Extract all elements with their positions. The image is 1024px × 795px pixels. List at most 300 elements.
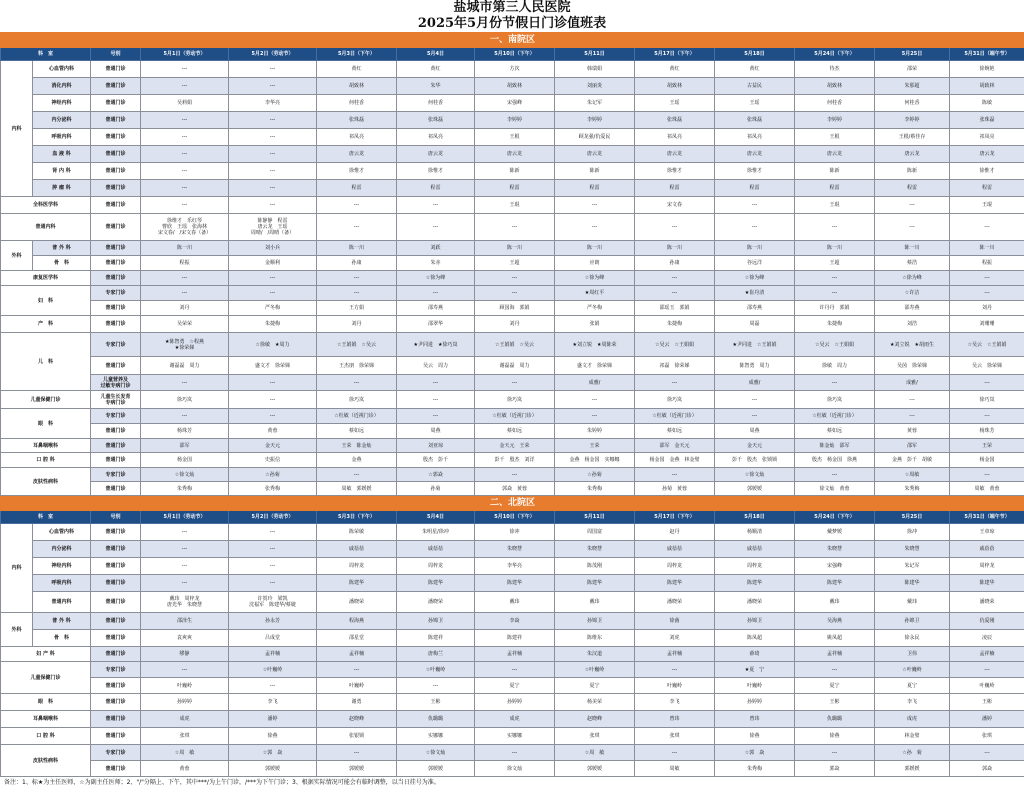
duty-cell: ---: [875, 197, 950, 214]
duty-cell: 朱捷梅: [229, 316, 317, 333]
duty-cell: 仇爱刚: [950, 613, 1024, 630]
schedule-row: [1, 214, 1024, 241]
duty-cell: ---: [875, 391, 950, 409]
schedule-row: [1, 286, 1024, 301]
duty-cell: 黄红: [715, 61, 795, 78]
duty-cell: ☆吴云 ☆王娟娟: [950, 333, 1024, 357]
duty-cell: ---: [635, 271, 715, 286]
duty-cell: 朱记军: [875, 558, 950, 575]
schedule-row: [1, 271, 1024, 286]
category-cell: 眼 科: [1, 694, 91, 711]
duty-cell: 孟祥楠: [229, 647, 317, 662]
header-date: 5月3日（下午）: [317, 511, 397, 524]
duty-cell: 严冬梅: [229, 301, 317, 316]
schedule-row: [1, 711, 1024, 728]
duty-cell: ---: [141, 197, 229, 214]
clinic-type: 普通门诊: [91, 694, 141, 711]
duty-cell: 孙康: [317, 256, 397, 271]
department-cell: 神经内科: [33, 558, 91, 575]
department-cell: 普 外 科: [33, 241, 91, 256]
duty-cell: 实娜娜: [475, 728, 555, 745]
schedule-row: [1, 482, 1024, 496]
duty-cell: ☆杜敏（近视门诊）: [795, 409, 875, 424]
duty-cell: 陈建华: [397, 575, 475, 592]
duty-cell: 陈一川: [475, 241, 555, 256]
department-cell: 骨 科: [33, 256, 91, 271]
duty-cell: 程雷: [475, 180, 555, 197]
duty-cell: 徐惟才: [317, 163, 397, 180]
duty-cell: 孙锦卫: [555, 613, 635, 630]
duty-cell: 陈建华: [950, 575, 1024, 592]
clinic-type: 普通门诊: [91, 301, 141, 316]
duty-cell: 陈一川: [715, 241, 795, 256]
clinic-type: 专家门诊: [91, 468, 141, 482]
duty-cell: 周燕: [715, 424, 795, 439]
duty-cell: 杨顺清: [715, 524, 795, 541]
duty-cell: 徐婉艳: [950, 61, 1024, 78]
category-cell: 儿童保健门诊: [1, 391, 91, 409]
duty-cell: 刘跃: [397, 241, 475, 256]
duty-cell: 徐冲: [875, 524, 950, 541]
duty-cell: 唐云龙: [397, 146, 475, 163]
duty-cell: 陈荣敏: [317, 524, 397, 541]
duty-cell: ---: [141, 575, 229, 592]
duty-cell: ---: [141, 375, 229, 391]
duty-cell: ☆叶巍岭: [397, 662, 475, 678]
duty-cell: ---: [795, 745, 875, 761]
schedule-row: [1, 647, 1024, 662]
duty-cell: 胡致林: [475, 78, 555, 95]
header-date: 5月17日（下午）: [635, 511, 715, 524]
duty-cell: ---: [715, 197, 795, 214]
duty-cell: 徐巧岚: [795, 391, 875, 409]
duty-cell: ---: [475, 286, 555, 301]
duty-cell: ---: [229, 678, 317, 694]
duty-cell: 胡致林: [635, 78, 715, 95]
duty-cell: 陈一川: [635, 241, 715, 256]
schedule-row: [1, 146, 1024, 163]
duty-cell: ---: [141, 558, 229, 575]
duty-cell: 成虎: [141, 711, 229, 728]
duty-cell: 陈新: [555, 163, 635, 180]
duty-cell: 陈凤超: [715, 630, 795, 647]
header-date: 5月25日: [875, 511, 950, 524]
duty-cell: ★尹同进 ☆王娟娟: [715, 333, 795, 357]
duty-cell: ---: [950, 271, 1024, 286]
schedule-row: [1, 180, 1024, 197]
duty-cell: 朱捷梅: [795, 316, 875, 333]
duty-cell: ☆徐为峰: [555, 271, 635, 286]
duty-cell: 戴梦媛: [795, 524, 875, 541]
duty-cell: ☆孙菊: [555, 468, 635, 482]
duty-cell: 刘丹: [950, 301, 1024, 316]
duty-cell: 实娜娜: [397, 728, 475, 745]
duty-cell: 潘晓荣: [715, 592, 795, 613]
category-cell: 康复医学科: [1, 271, 91, 286]
duty-cell: ☆杜敏（近视门诊）: [475, 409, 555, 424]
duty-cell: ---: [635, 745, 715, 761]
duty-cell: 徐冲: [475, 524, 555, 541]
duty-cell: 孟祥楠: [317, 647, 397, 662]
duty-cell: 徐文灿: [475, 761, 555, 777]
duty-cell: ☆徐文灿: [715, 468, 795, 482]
duty-cell: 待杰: [795, 61, 875, 78]
duty-cell: 孙婷婷: [141, 694, 229, 711]
header-date: 5月25日: [875, 48, 950, 61]
department-cell: 神经内科: [33, 95, 91, 112]
duty-cell: 李婷婷: [875, 112, 950, 129]
duty-cell: 古益民: [715, 78, 795, 95]
duty-cell: 谢磊磊 周力: [475, 357, 555, 375]
duty-cell: 吴云 徐荣娣: [950, 357, 1024, 375]
duty-cell: 仇璐璐: [397, 711, 475, 728]
duty-cell: 何桂香: [875, 95, 950, 112]
duty-cell: 许贺玲 梁凯 沈福军 陈建华/蔡婕: [229, 592, 317, 613]
duty-cell: 徐巧岚: [950, 391, 1024, 409]
duty-cell: 张珠磊: [950, 112, 1024, 129]
duty-cell: 张珠磊: [715, 112, 795, 129]
duty-cell: ☆周 敏: [555, 745, 635, 761]
duty-cell: 戚蓓蓓: [715, 541, 795, 558]
schedule-row: [1, 592, 1024, 613]
duty-cell: ★刘立锐 ★胡雨生: [875, 333, 950, 357]
clinic-type: 普通门诊: [91, 761, 141, 777]
duty-cell: 李华亮: [475, 558, 555, 575]
category-cell: 全科医学科: [1, 197, 91, 214]
schedule-row: [1, 301, 1024, 316]
duty-cell: 邵星堂: [317, 630, 397, 647]
duty-cell: 王荣: [950, 439, 1024, 453]
duty-cell: ---: [715, 391, 795, 409]
duty-cell: 吕成堂: [229, 630, 317, 647]
duty-cell: ---: [635, 662, 715, 678]
duty-cell: 张秀梅: [229, 482, 317, 496]
duty-cell: 曾玮: [635, 711, 715, 728]
duty-cell: ---: [795, 468, 875, 482]
duty-cell: 王荣 陈金灿: [317, 439, 397, 453]
duty-cell: 姚凤超: [795, 630, 875, 647]
schedule-row: [1, 728, 1024, 745]
header-date: 5月24日（下午）: [795, 511, 875, 524]
duty-cell: 刘亚琼: [397, 439, 475, 453]
duty-cell: 徐燕: [715, 728, 795, 745]
duty-cell: ---: [950, 409, 1024, 424]
category-cell: 内科: [1, 61, 33, 197]
duty-cell: ---: [950, 468, 1024, 482]
schedule-row: [1, 662, 1024, 678]
duty-cell: 王琨: [475, 197, 555, 214]
duty-cell: 陈一川: [141, 241, 229, 256]
clinic-type: 普通门诊: [91, 524, 141, 541]
category-cell: 皮肤性病科: [1, 745, 91, 777]
duty-cell: 周磊: [715, 316, 795, 333]
duty-cell: 郭焱: [950, 761, 1024, 777]
duty-cell: ---: [229, 541, 317, 558]
duty-cell: 赵晓峰: [317, 711, 397, 728]
duty-cell: ---: [317, 468, 397, 482]
duty-cell: ☆孙菊: [229, 468, 317, 482]
duty-cell: 王瑶: [715, 95, 795, 112]
duty-cell: 程雷: [317, 180, 397, 197]
category-cell: 口 腔 科: [1, 453, 91, 468]
duty-cell: 周敏 郭媛媛: [317, 482, 397, 496]
duty-cell: ---: [141, 129, 229, 146]
duty-cell: ---: [635, 214, 715, 241]
header-date: 5月18日: [715, 511, 795, 524]
duty-cell: 朱记军: [555, 95, 635, 112]
duty-cell: 徐永民: [875, 630, 950, 647]
duty-cell: 黄蓉: [141, 761, 229, 777]
duty-cell: 徐惟才: [715, 163, 795, 180]
duty-cell: ☆叶巍岭: [875, 662, 950, 678]
clinic-type: 普通门诊: [91, 558, 141, 575]
duty-cell: 邵荣: [875, 61, 950, 78]
category-cell: 耳鼻咽喉科: [1, 439, 91, 453]
duty-cell: ---: [141, 524, 229, 541]
duty-cell: ---: [555, 409, 635, 424]
duty-cell: 彭千 殷杰 刘洋: [475, 453, 555, 468]
duty-cell: 陈新: [475, 163, 555, 180]
clinic-type: 普通门诊: [91, 575, 141, 592]
duty-cell: 谷远洋: [715, 256, 795, 271]
schedule-row: [1, 375, 1024, 391]
duty-cell: ---: [229, 61, 317, 78]
section-north: [1, 496, 1024, 511]
duty-cell: 陈建华: [555, 575, 635, 592]
clinic-type: 普通门诊: [91, 180, 141, 197]
duty-cell: 陈一川: [317, 241, 397, 256]
duty-cell: ☆郭 焱: [229, 745, 317, 761]
duty-cell: 郭焱: [795, 761, 875, 777]
clinic-type: 普通门诊: [91, 78, 141, 95]
duty-cell: 徐燕: [795, 728, 875, 745]
duty-cell: 孙锦卫: [875, 613, 950, 630]
department-cell: 内分泌科: [33, 112, 91, 129]
duty-cell: 王章琼: [950, 524, 1024, 541]
duty-cell: ---: [141, 541, 229, 558]
duty-cell: 郭焱 黄蓉: [475, 482, 555, 496]
duty-cell: ---: [141, 286, 229, 301]
duty-cell: 邵寿燕: [875, 301, 950, 316]
duty-cell: ---: [795, 214, 875, 241]
duty-cell: ---: [397, 409, 475, 424]
clinic-type: 普通门诊: [91, 613, 141, 630]
duty-cell: ---: [795, 271, 875, 286]
duty-cell: 唐云龙: [950, 146, 1024, 163]
duty-cell: 周国富: [555, 524, 635, 541]
duty-cell: 潘晓荣: [635, 592, 715, 613]
header-date: 5月4日: [397, 48, 475, 61]
duty-schedule-table: [0, 32, 1024, 777]
clinic-type: 普通门诊: [91, 357, 141, 375]
duty-cell: 孙菊: [397, 482, 475, 496]
duty-cell: 金燕 彭千 胡敏: [875, 453, 950, 468]
duty-cell: 孙菊 黄蓉: [635, 482, 715, 496]
duty-cell: ---: [950, 214, 1024, 241]
duty-cell: ---: [141, 271, 229, 286]
category-cell: 外科: [1, 241, 33, 271]
duty-cell: ---: [795, 375, 875, 391]
duty-cell: ★崔丹清: [715, 286, 795, 301]
clinic-type: 普通门诊: [91, 728, 141, 745]
duty-cell: 陈一川: [950, 241, 1024, 256]
header-date: 5月18日: [715, 48, 795, 61]
duty-cell: 谢勇: [317, 694, 397, 711]
duty-cell: 李焱: [475, 613, 555, 630]
duty-cell: 唐梅兰: [397, 647, 475, 662]
category-cell: 普通内科: [1, 214, 91, 241]
section-title: 二、北院区: [1, 496, 1024, 511]
duty-cell: 唐云龙: [635, 146, 715, 163]
duty-cell: 朱秀梅: [715, 761, 795, 777]
clinic-type: 普通门诊: [91, 592, 141, 613]
duty-cell: 唐云龙: [475, 146, 555, 163]
department-cell: 内分泌科: [33, 541, 91, 558]
duty-cell: 朱晓慧: [795, 541, 875, 558]
duty-cell: 李飞: [229, 694, 317, 711]
schedule-title: 2025年5月份节假日门诊值班表: [417, 16, 607, 31]
duty-cell: 周梓龙: [715, 558, 795, 575]
duty-cell: 陈维东: [555, 630, 635, 647]
duty-cell: 邵寿燕: [397, 301, 475, 316]
duty-cell: 胡致林: [950, 78, 1024, 95]
duty-cell: 戴玮: [875, 592, 950, 613]
clinic-type: 普通门诊: [91, 129, 141, 146]
header-date: 5月10日（下午）: [475, 511, 555, 524]
duty-cell: 祁凤亮: [317, 129, 397, 146]
duty-cell: 吴云 周力: [397, 357, 475, 375]
duty-cell: ---: [141, 112, 229, 129]
duty-cell: ---: [317, 662, 397, 678]
duty-cell: 孙永芳: [229, 613, 317, 630]
duty-cell: ---: [229, 129, 317, 146]
category-cell: 内科: [1, 524, 33, 613]
duty-cell: 朱婷婷: [555, 424, 635, 439]
duty-cell: 夏宁: [475, 678, 555, 694]
duty-cell: ★刘立锐 ★周陈荣: [555, 333, 635, 357]
schedule-row: [1, 95, 1024, 112]
clinic-type: 普通门诊: [91, 541, 141, 558]
duty-cell: 唐云龙: [795, 146, 875, 163]
category-cell: 产 科: [1, 316, 91, 333]
schedule-row: [1, 761, 1024, 777]
duty-cell: ---: [317, 286, 397, 301]
duty-cell: 何桂香: [795, 95, 875, 112]
duty-cell: 仇璐璐: [795, 711, 875, 728]
duty-cell: 孟祥楠: [795, 647, 875, 662]
header-date: 5月2日（劳动节）: [229, 511, 317, 524]
duty-cell: 陈一川: [875, 241, 950, 256]
duty-cell: 刘小兵: [229, 241, 317, 256]
schedule-row: [1, 745, 1024, 761]
duty-cell: 陈金灿 邵军: [795, 439, 875, 453]
section-title: 一、南院区: [1, 33, 1024, 48]
duty-cell: ---: [229, 197, 317, 214]
duty-cell: 刘丹: [141, 301, 229, 316]
schedule-row: [1, 256, 1024, 271]
schedule-row: [1, 468, 1024, 482]
duty-cell: 吴茵 徐荣娣: [875, 357, 950, 375]
duty-cell: 潘婷: [950, 711, 1024, 728]
duty-cell: ---: [141, 78, 229, 95]
duty-cell: ---: [141, 180, 229, 197]
duty-cell: 赵晓峰: [555, 711, 635, 728]
duty-cell: 林金璧: [875, 728, 950, 745]
department-cell: 肿 瘤 科: [33, 180, 91, 197]
duty-cell: 孟祥楠: [950, 647, 1024, 662]
footnote: 备注：1、标★为主任医师，☆为副主任医师；2、"/"分隔上、下午，其中***/为上午门诊，/***为下午门诊；3、根据实际情况可能会有临时调整，以当日挂号为准。: [4, 779, 440, 786]
duty-cell: 曾玮: [715, 711, 795, 728]
duty-cell: 杨珠芳: [141, 424, 229, 439]
schedule-row: [1, 391, 1024, 409]
clinic-type: 普通门诊: [91, 424, 141, 439]
duty-cell: 殷杰 彭千: [397, 453, 475, 468]
duty-cell: 徐敏 周力: [795, 357, 875, 375]
duty-cell: 朱赤: [397, 256, 475, 271]
duty-cell: 邵瑶玉 郭娟: [635, 301, 715, 316]
duty-cell: 成雅/: [715, 375, 795, 391]
duty-cell: 张珠磊: [397, 112, 475, 129]
duty-cell: 韩瑞娟: [555, 61, 635, 78]
duty-cell: 朱晓慧: [875, 541, 950, 558]
duty-cell: 徐惟才: [950, 163, 1024, 180]
duty-cell: ☆徐文灿: [141, 468, 229, 482]
duty-cell: 朱那超: [875, 78, 950, 95]
duty-cell: ---: [635, 375, 715, 391]
duty-cell: 谢磊磊 周力: [141, 357, 229, 375]
duty-cell: 顾国海 郭娟: [475, 301, 555, 316]
duty-cell: 戚蓓蓓: [397, 541, 475, 558]
duty-cell: ---: [229, 409, 317, 424]
duty-cell: ☆徐文灿: [397, 745, 475, 761]
duty-cell: ☆王娟娟 ☆吴云: [475, 333, 555, 357]
duty-cell: ☆郭焱: [397, 468, 475, 482]
duty-cell: ---: [141, 662, 229, 678]
duty-cell: 金天元: [229, 439, 317, 453]
duty-cell: ☆孙 菊: [875, 745, 950, 761]
duty-cell: 程雷: [555, 180, 635, 197]
category-cell: 耳鼻咽喉科: [1, 711, 91, 728]
duty-cell: ---: [397, 391, 475, 409]
duty-cell: 邵泽生: [141, 613, 229, 630]
duty-cell: 周梓龙: [397, 558, 475, 575]
schedule-row: [1, 409, 1024, 424]
department-cell: 普 外 科: [33, 613, 91, 630]
duty-cell: 戚蓓蓓: [950, 541, 1024, 558]
duty-cell: 黄蓉: [229, 424, 317, 439]
duty-cell: 周梓龙: [950, 558, 1024, 575]
duty-cell: 李飞: [635, 694, 715, 711]
duty-cell: 邵军: [875, 439, 950, 453]
duty-cell: 孟祥楠: [635, 647, 715, 662]
duty-cell: 陈新: [875, 163, 950, 180]
duty-cell: 黄蓉: [875, 424, 950, 439]
duty-cell: 程雷: [875, 180, 950, 197]
department-cell: 消化内科: [33, 78, 91, 95]
header-type: 号别: [91, 511, 141, 524]
duty-cell: ---: [397, 375, 475, 391]
duty-cell: ---: [141, 146, 229, 163]
duty-cell: 祁磊 徐荣娣: [635, 357, 715, 375]
duty-cell: 夏宁: [555, 678, 635, 694]
duty-cell: 蔡如远: [475, 424, 555, 439]
duty-cell: ---: [141, 163, 229, 180]
duty-cell: 程振: [141, 256, 229, 271]
duty-cell: ---: [141, 61, 229, 78]
duty-cell: 黄红: [635, 61, 715, 78]
schedule-row: [1, 112, 1024, 129]
duty-cell: 孙锦卫: [397, 613, 475, 630]
